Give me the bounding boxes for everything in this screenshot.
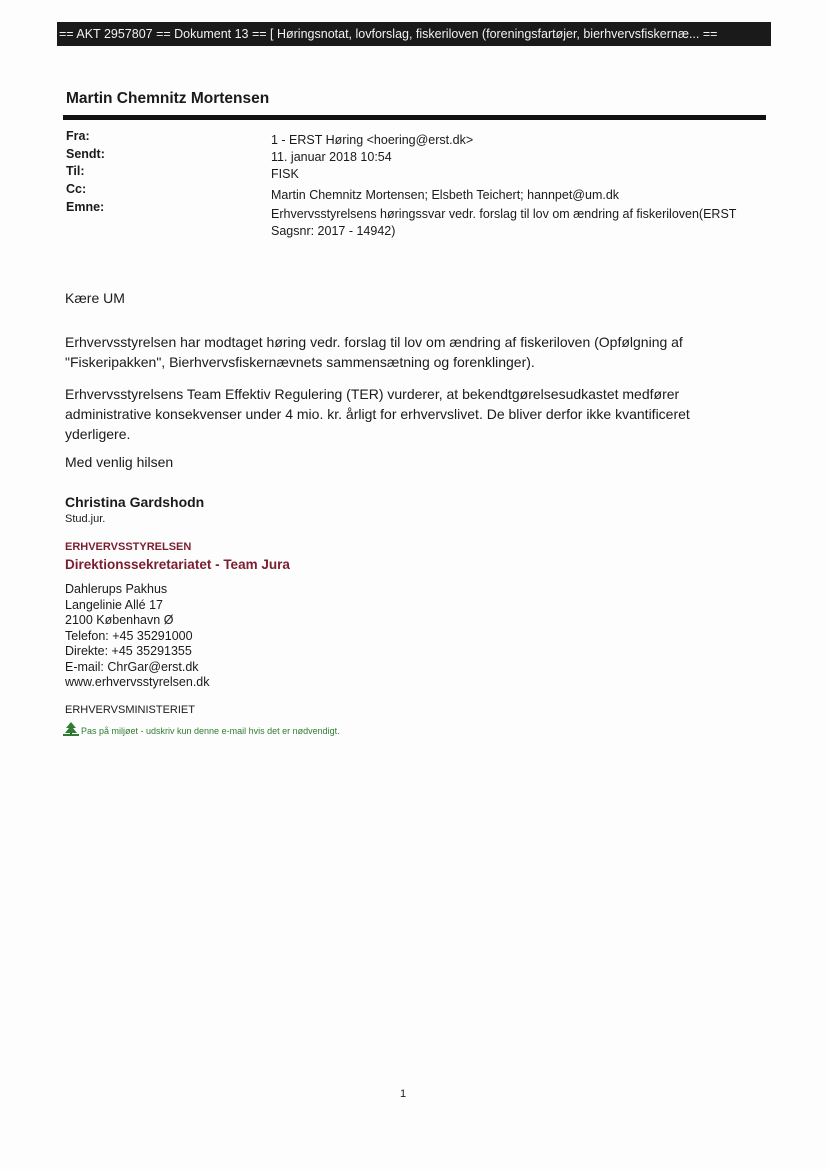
subject-value: Erhvervsstyrelsens høringssvar vedr. forslag til lov om ændring af fiskeriloven(ERST Sagsnr: 2017 - 14942) bbox=[271, 207, 737, 238]
page-number: 1 bbox=[400, 1088, 407, 1100]
signature-address bbox=[65, 582, 210, 691]
signature-department: Direktionssekretariatet - Team Jura bbox=[65, 557, 290, 572]
from-value: 1 - ERST Høring <hoering@erst.dk> bbox=[271, 133, 474, 147]
header-divider bbox=[63, 115, 766, 120]
address-line: Telefon: +45 35291000 bbox=[65, 628, 193, 643]
closing: Med venlig hilsen bbox=[65, 454, 174, 470]
address-line: 2100 København Ø bbox=[65, 613, 174, 627]
eco-note-text: Pas på miljøet - udskriv kun denne e-mail hvis det er nødvendigt. bbox=[81, 726, 340, 736]
greeting: Kære UM bbox=[65, 290, 125, 306]
tree-icon bbox=[63, 722, 79, 736]
eco-note bbox=[63, 722, 340, 736]
sent-value: 11. januar 2018 10:54 bbox=[271, 150, 392, 164]
address-line: Direkte: +45 35291355 bbox=[65, 644, 192, 658]
to-label: Til: bbox=[66, 164, 85, 178]
ministry-name: ERHVERVSMINISTERIET bbox=[65, 704, 195, 716]
subject-label: Emne: bbox=[66, 200, 105, 214]
to-value: FISK bbox=[271, 167, 299, 181]
address-line[interactable]: E-mail: ChrGar@erst.dk bbox=[65, 659, 199, 674]
document-banner: == AKT 2957807 == Dokument 13 == [ Høringsnotat, lovforslag, fiskeriloven (foreningsfartøjer, bierhvervsfiskernæ... == bbox=[57, 22, 771, 46]
body-paragraph-2: Erhvervsstyrelsens Team Effektiv Regulering (TER) vurderer, at bekendtgørelsesudkastet medfører administrative konsekvenser under 4 mio. kr. årligt for erhvervslivet. De bliver derfor ikke kvantificeret yderligere. bbox=[65, 386, 690, 442]
signature-title: Stud.jur. bbox=[65, 513, 106, 525]
address-line: Dahlerups Pakhus bbox=[65, 582, 168, 596]
address-line: Langelinie Allé 17 bbox=[65, 597, 163, 612]
cc-value: Martin Chemnitz Mortensen; Elsbeth Teichert; hannpet@um.dk bbox=[271, 188, 620, 202]
cc-label: Cc: bbox=[66, 182, 87, 196]
signature-name: Christina Gardshodn bbox=[65, 494, 205, 510]
sender-name: Martin Chemnitz Mortensen bbox=[66, 90, 270, 107]
sent-label: Sendt: bbox=[66, 147, 105, 161]
address-line[interactable]: www.erhvervsstyrelsen.dk bbox=[65, 675, 210, 689]
body-paragraph-1: Erhvervsstyrelsen har modtaget høring vedr. forslag til lov om ændring af fiskeriloven (Opfølgning af "Fiskeripakken", Bierhvervsfiskernævnets sammensætning og forenklinger). bbox=[65, 334, 683, 370]
signature-org: ERHVERVSSTYRELSEN bbox=[65, 541, 192, 553]
from-label: Fra: bbox=[66, 129, 90, 143]
